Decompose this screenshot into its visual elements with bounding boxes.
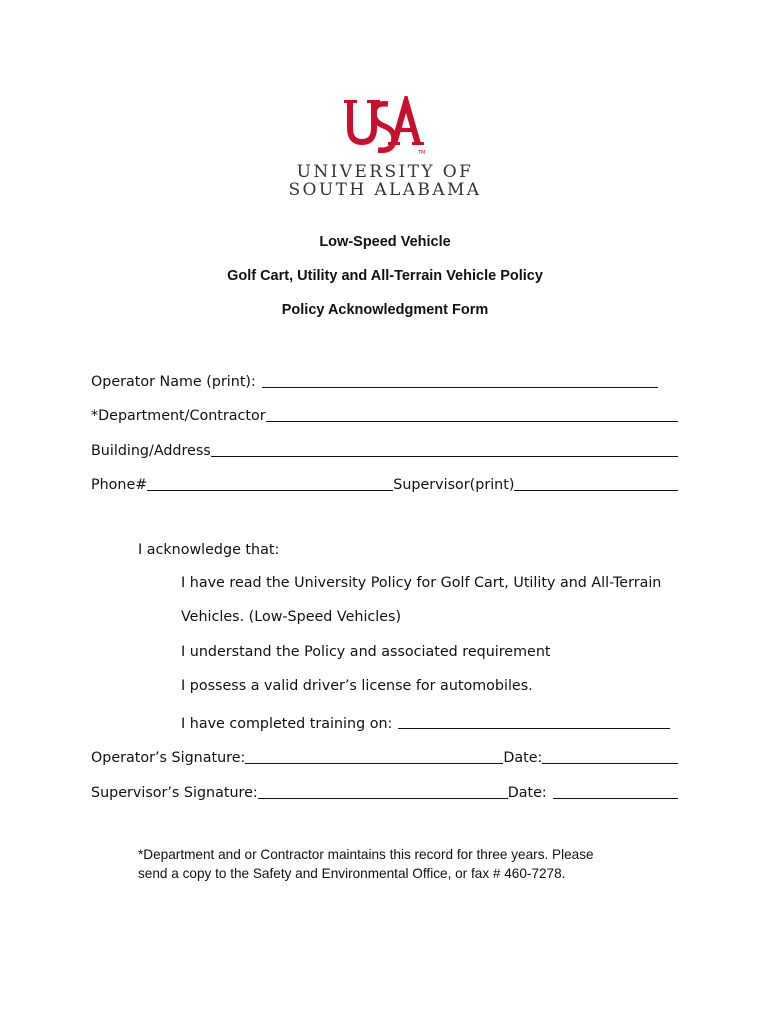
training-date-field[interactable] [398,713,670,729]
building-address-field[interactable] [211,441,678,457]
supervisor-signature-label: Supervisor’s Signature: [91,785,258,801]
building-address-label: Building/Address [91,443,211,459]
ack-item-read-policy: I have read the University Policy for Golf Cart, Utility and All-Terrain [181,575,662,591]
training-label: I have completed training on: [181,716,393,732]
form-title: Low-Speed Vehicle [319,234,451,250]
operator-signature-field[interactable] [245,748,503,764]
acknowledge-intro: I acknowledge that: [138,542,280,558]
footnote-line-2: send a copy to the Safety and Environmental Office, or fax # 460-7278. [138,866,566,881]
building-address-row [91,440,678,460]
ack-item-training [181,712,681,732]
operator-name-label: Operator Name (print): [91,374,256,390]
operator-date-field[interactable] [542,748,678,764]
department-field[interactable] [266,406,678,422]
supervisor-date-label: Date: [507,785,547,801]
operator-date-label: Date: [503,750,543,766]
phone-label: Phone# [91,477,148,493]
university-name-line-1: UNIVERSITY OF [296,162,474,182]
operator-signature-label: Operator’s Signature: [91,750,246,766]
supervisor-signature-row [91,782,678,802]
supervisor-date-field[interactable] [553,783,678,799]
university-name-line-2: SOUTH ALABAMA [288,180,482,200]
supervisor-print-label: Supervisor(print) [393,477,515,493]
phone-field[interactable] [147,475,393,491]
department-row [91,405,678,425]
form-heading: Policy Acknowledgment Form [281,302,489,318]
footnote-line-1: *Department and or Contractor maintains this record for three years. Please [138,847,594,862]
usa-monogram-icon [340,96,430,158]
operator-name-row [91,371,678,391]
supervisor-print-field[interactable] [514,475,678,491]
university-logo [0,96,770,158]
form-subtitle: Golf Cart, Utility and All-Terrain Vehicle Policy [227,268,543,284]
operator-signature-row [91,747,678,767]
department-label: *Department/Contractor [91,408,266,424]
svg-text:TM: TM [418,150,426,156]
ack-item-understand-policy: I understand the Policy and associated requirement [181,644,551,660]
supervisor-signature-field[interactable] [258,783,508,799]
ack-item-drivers-license: I possess a valid driver’s license for automobiles. [181,678,533,694]
operator-name-field[interactable] [262,372,658,388]
ack-item-read-policy-cont: Vehicles. (Low-Speed Vehicles) [181,609,402,625]
phone-supervisor-row [91,474,678,494]
